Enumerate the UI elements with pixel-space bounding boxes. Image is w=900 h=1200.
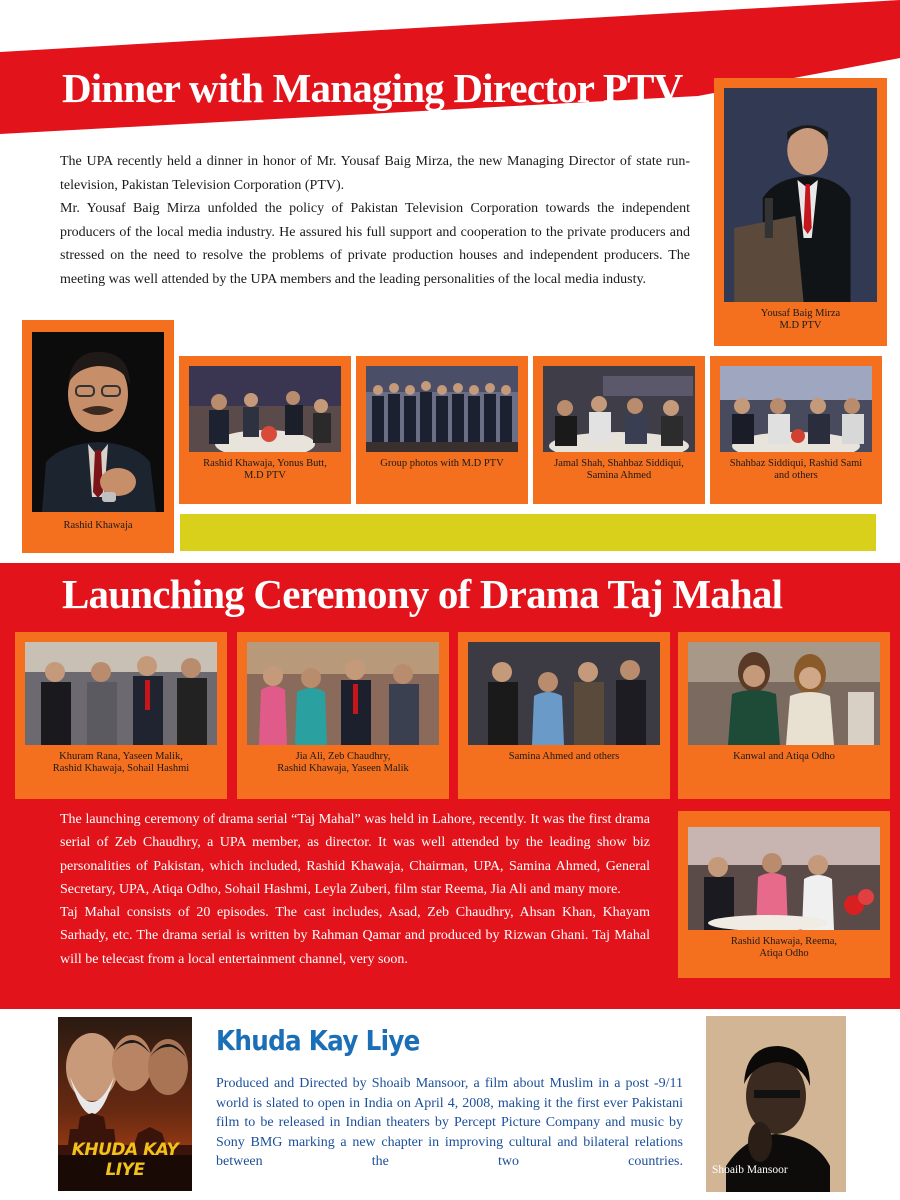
ptv-photo-1-caption: Rashid Khawaja, Yonus Butt, M.D PTV xyxy=(203,458,327,481)
khuda-article-text: Produced and Directed by Shoaib Mansoor, a film about Muslim in a post -9/11 world is slated to open in India on April 4, 2008, making it the first ever Pakistani film to be released in Indian theaters by Percept Picture Company and music by Sony BMG marking a new chapter in improving cultural and bilateral relations between the two countries. xyxy=(216,1076,683,1170)
taj-photo-1-frame xyxy=(15,632,227,799)
taj-side-photo-caption: Rashid Khawaja, Reema, Atiqa Odho xyxy=(730,936,838,959)
portrait-caption: Rashid Khawaja xyxy=(63,520,133,531)
section-title-taj-mahal: Launching Ceremony of Drama Taj Mahal xyxy=(62,571,783,617)
taj-paragraph-2: Taj Mahal consists of 20 episodes. The cast includes, Asad, Zeb Chaudhry, Ahsan Khan, Khayam Sarhady, etc. The drama serial is written by Rahman Qamar and produced by Rizwan Ghani. Taj Mahal will be telecast from a local entertainment channel, very soon. xyxy=(60,905,650,967)
rashid-khawaja-portrait xyxy=(32,332,164,512)
shoaib-mansoor-caption: Shoaib Mansoor xyxy=(712,1164,788,1176)
taj-photo-2-caption: Jia Ali, Zeb Chaudhry, Rashid Khawaja, Yaseen Malik xyxy=(277,751,409,774)
taj-photo-1-caption: Khuram Rana, Yaseen Malik, Rashid Khawaja, Sohail Hashmi xyxy=(52,751,190,774)
taj-photo-4 xyxy=(688,642,880,745)
ptv-paragraph-1: The UPA recently held a dinner in honor of Mr. Yousaf Baig Mirza, the new Managing Director of state run-television, Pakistan Television Corporation (PTV). xyxy=(60,154,690,193)
portrait-frame xyxy=(22,320,174,553)
ptv-photo-4-frame xyxy=(710,356,882,504)
ptv-photo-4 xyxy=(720,366,872,452)
section-title-ptv: Dinner with Managing Director PTV xyxy=(62,65,683,111)
md-photo-caption: Yousaf Baig Mirza M.D PTV xyxy=(760,308,841,331)
taj-photo-4-frame xyxy=(678,632,890,799)
taj-photo-2-frame xyxy=(237,632,449,799)
md-speech-photo xyxy=(724,88,877,302)
taj-photo-1 xyxy=(25,642,217,745)
taj-side-photo-frame xyxy=(678,811,890,978)
taj-photo-3-caption: Samina Ahmed and others xyxy=(508,751,620,762)
taj-photo-3-frame xyxy=(458,632,670,799)
ptv-article-text xyxy=(60,150,690,291)
taj-paragraph-1: The launching ceremony of drama serial “Taj Mahal” was held in Lahore, recently. It was the first drama serial of Zeb Chaudhry, a UPA member, as director. It was well attended by the leading show biz personalities of Pakistan, which included, Rashid Khawaja, Chairman, UPA, Samina Ahmed, General Secretary, UPA, Atiqa Odho, Sohail Hashmi, Leyla Zuberi, film star Reema, Jia Ali and many more. xyxy=(60,812,650,897)
taj-photo-2 xyxy=(247,642,439,745)
ptv-photo-2-caption: Group photos with M.D PTV xyxy=(380,458,504,469)
ptv-photo-2-frame xyxy=(356,356,528,504)
ptv-photo-3 xyxy=(543,366,695,452)
ptv-photo-4-caption: Shahbaz Siddiqui, Rashid Sami and others xyxy=(729,458,863,481)
md-photo-frame xyxy=(714,78,887,346)
taj-side-photo xyxy=(688,827,880,930)
taj-article-text xyxy=(60,808,650,971)
ptv-photo-3-caption: Jamal Shah, Shahbaz Siddiqui, Samina Ahmed xyxy=(554,458,684,481)
yellow-divider-bar xyxy=(180,514,876,551)
taj-photo-3 xyxy=(468,642,660,745)
ptv-photo-2 xyxy=(366,366,518,452)
ptv-photo-1 xyxy=(189,366,341,452)
ptv-paragraph-2: Mr. Yousaf Baig Mirza unfolded the policy of Pakistan Television Corporation towards the independent producers of the local media industry. He assured his full support and cooperation to the private producers and stressed on the need to resolve the problems of private production houses and independent producers. The meeting was well attended by the UPA members and the leading personalities of the local media industy. xyxy=(60,201,690,287)
ptv-photo-1-frame xyxy=(179,356,351,504)
taj-photo-4-caption: Kanwal and Atiqa Odho xyxy=(733,751,835,762)
poster-title-text: KHUDA KAY LIYE xyxy=(71,1140,179,1180)
section-title-khuda-kay-liye: Khuda Kay Liye xyxy=(216,1024,420,1057)
ptv-photo-3-frame xyxy=(533,356,705,504)
